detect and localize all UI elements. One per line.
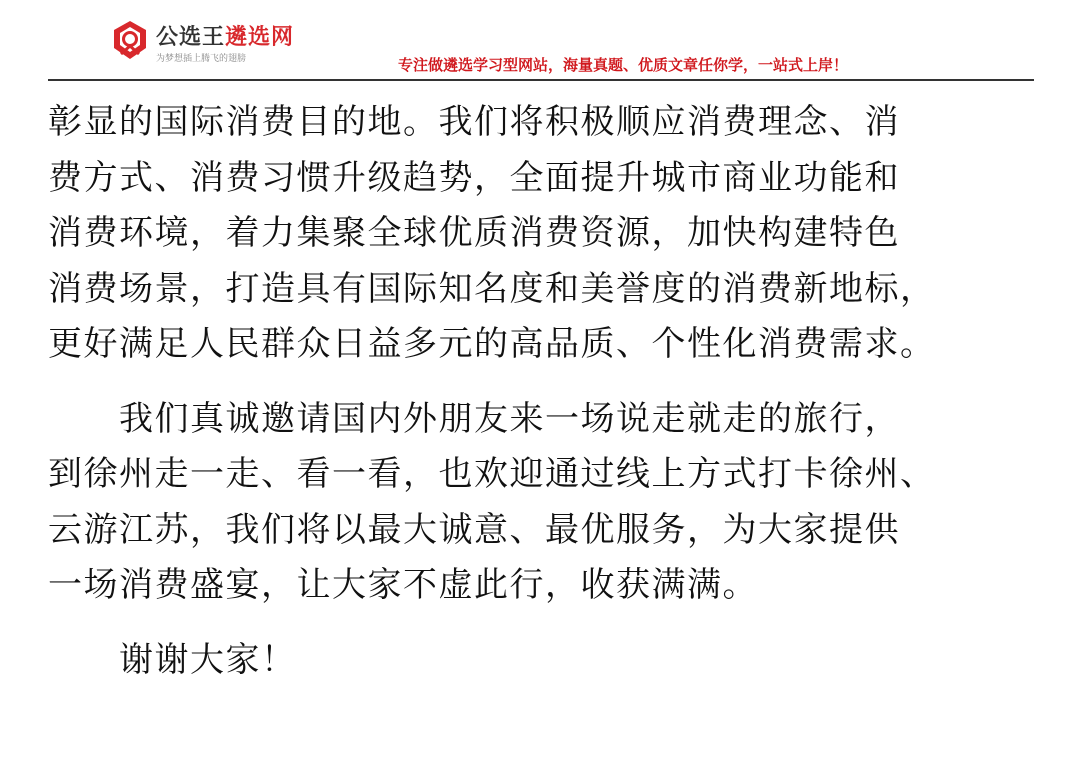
article-body bbox=[48, 95, 1038, 688]
logo-name-part1: 公选王 bbox=[156, 25, 226, 50]
paragraph-2: 我们真诚邀请国内外朋友来一场说走就走的旅行， 到徐州走一走、看一看，也欢迎通过线上方式打卡徐州、 云游江苏，我们将以最大诚意、最优服务，为大家提供 一场消费盛宴，让大家不虚此行，收获满满。 bbox=[48, 398, 936, 605]
logo-slogan: 为梦想插上腾飞的翅膀 bbox=[156, 54, 247, 64]
logo-emblem-icon bbox=[110, 18, 150, 62]
paragraph-1: 彰显的国际消费目的地。我们将积极顺应消费理念、消 费方式、消费习惯升级趋势，全面提升城市商业功能和 消费环境，着力集聚全球优质消费资源，加快构建特色 消费场景，打造具有国际知名度和美誉度的消费新地标， 更好满足人民群众日益多元的高品质、个性化消费需求。 bbox=[48, 102, 936, 364]
page-header bbox=[0, 0, 1080, 82]
header-divider bbox=[48, 79, 1034, 81]
logo-wordmark bbox=[156, 20, 294, 51]
paragraph-3: 谢谢大家！ bbox=[48, 639, 297, 680]
logo-name-part2: 遴选网 bbox=[225, 25, 295, 50]
site-logo[interactable] bbox=[110, 18, 340, 66]
header-tagline: 专注做遴选学习型网站，海量真题、优质文章任你学，一站式上岸！ bbox=[398, 56, 849, 74]
